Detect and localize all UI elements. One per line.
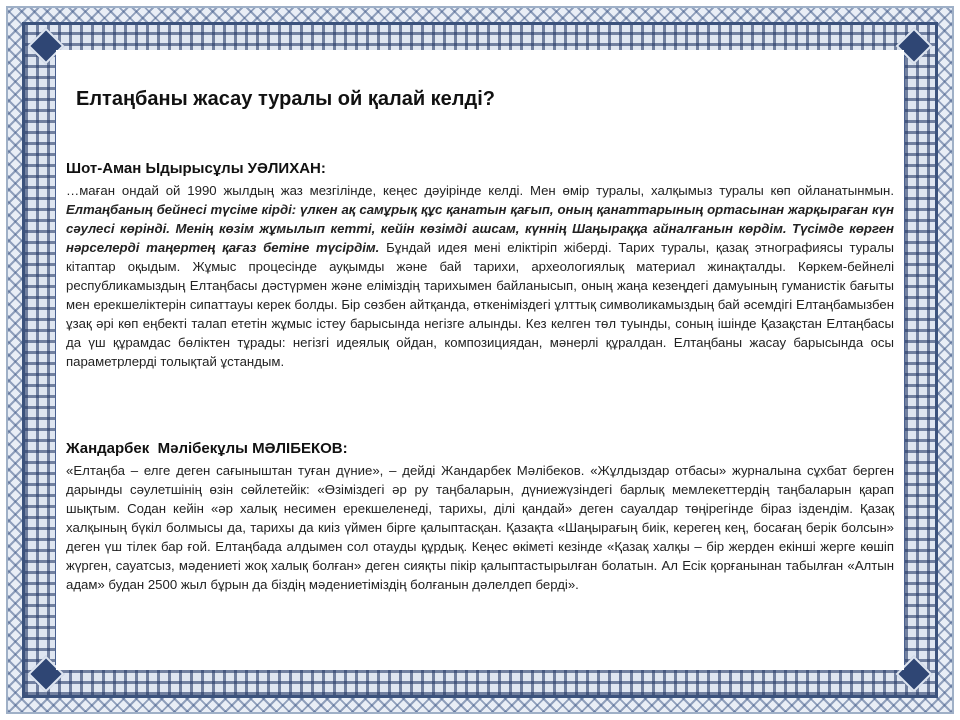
section-author: Жандарбек Мәлібекұлы МӘЛІБЕКОВ: [66, 440, 348, 457]
section-malibekov [66, 440, 894, 594]
paragraph-text: …маған ондай ой 1990 жылдың жаз мезгілінде, кеңес дәуірінде келді. Мен өмір туралы, халқымыз туралы көп ойланатынмын. [66, 183, 894, 198]
paragraph-text: Бұндай идея мені еліктіріп жіберді. Тарих туралы, қазақ этнографиясы туралы кітаптар оқыдым. Жұмыс процесінде ауқымды және бай тарихи, археологиялық материал жинақталды. Көркем-бейнелі республикамыздың Елтаңбасы дәстүрмен және еліміздің тарихымен байланысып, оның жаңа кезеңдегі дамуының гуманистік бағыты мен ерекшеліктерін сипаттауы керек болды. Бір сөзбен айтқанда, өткеніміздегі ұлттық символикамыздың бай әсемдігі Елтаңбамызбен ұзақ әрі көп еңбекті талап ететін жұмыс істеу барысында негізге алынды. Кез келген төл туынды, соның ішінде Қазақстан Елтаңбасы да үш құрамдас бөліктен тұрады: негізгі идеялық ойдан, композициядан, мәнерлі құралдан. Елтаңбаны жасау барысында осы параметрлерді толықтай ұстандым. [66, 240, 895, 369]
section-ualikhan [66, 160, 894, 371]
section-author: Шот-Аман Ыдырысұлы УӘЛИХАН: [66, 160, 326, 177]
section-paragraph [66, 181, 894, 371]
page-title: Елтаңбаны жасау туралы ой қалай келді? [76, 88, 495, 110]
section-paragraph: «Елтаңба – елге деген сағыныштан туған дүние», – дейді Жандарбек Мәлібеков. «Жұлдыздар отбасы» журналына сұхбат берген дарынды сәулетшінің өзін сөйлетейік: «Өзіміздегі әр ру таңбаларын, дүниежүзіндегі барлық мемлекеттердің таңбаларын қарап шықтым. Содан кейін «әр халық несимен ерекшеленеді, тарихы, ділі қандай» деген сауалдар төңірегінде біраз іздендім. Қазақ халқының бүкіл болмысы да, тарихы да киіз үймен бірге қалыптасқан. Қазақта «Шаңырағың биік, керегең кең, босағаң берік болсын» деген үш тілек бар ғой. Елтаңбада алдымен сол отауды құрдық. Кеңес өкіметі кезінде «Қазақ халқы – бір жерден екінші жерге көшіп жүрген, сауатсыз, мәдениеті жоқ халық болған» деген сияқты пікір қалыптастырылған болатын. Ал Есік қорғанынан табылған «Алтын адам» будан 2500 жыл бұрын да біздің мәдениетіміздің болғанын дәлелдеп берді». [66, 463, 894, 592]
paragraph-emphasis: Елтаңбаның бейнесі түсіме кірді: үлкен ақ самұрық құс қанатын қағып, оның қанаттарының ортасынан жарқыраған күн сәулесі көрінді. Менің көзім жұмылып кетті, кейін көзімді ашсам, күннің Шаңыраққа айналғанын көрдім. Түсімде көрген нәрселерді таңертең қағаз бетіне түсірдім. [66, 202, 894, 255]
slide-content [56, 50, 904, 670]
